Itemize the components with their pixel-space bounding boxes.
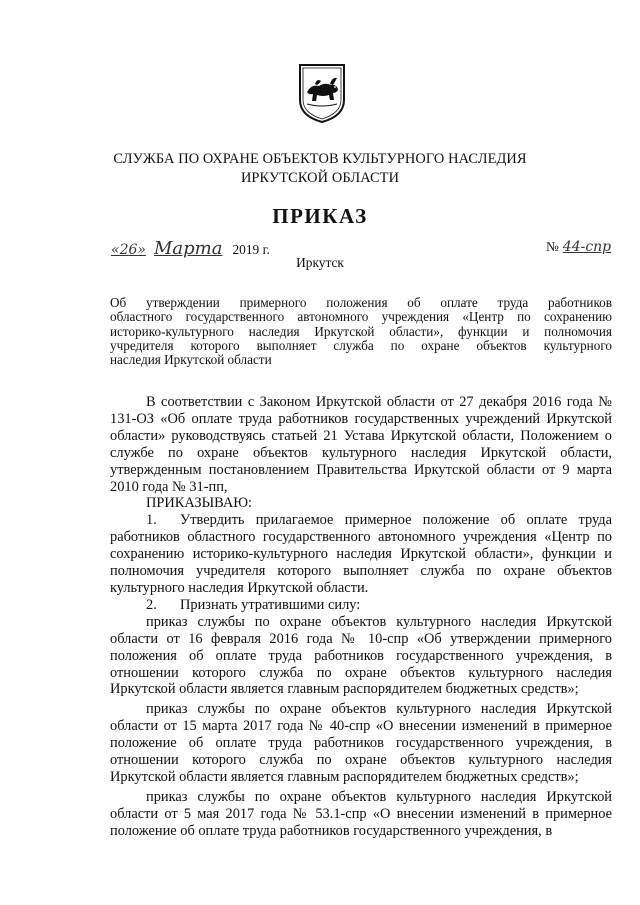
item-text: Признать утратившими силу: (180, 596, 361, 613)
date-day: «26» (111, 242, 146, 258)
repealed-order-1: приказ службы по охране объектов культурного наследия Иркутской области от 16 февраля 2016 года № 10-спр «Об утверждении примерного положения об оплате труда работников государственного учреждения, в отношении которого служба по охране объектов культурного наследия Иркутской области является главным распорядителем бюджетных средств»; (110, 613, 612, 698)
subject-line: наследия Иркутской области (110, 352, 272, 368)
order-item-2 (110, 597, 612, 614)
subject-line: историко-культурного наследия Иркутской области», функции и полномочия (110, 323, 612, 339)
coat-of-arms-icon (297, 62, 347, 124)
item-number: 2. (146, 596, 157, 613)
item-number: 1. (146, 512, 157, 529)
order-number (546, 238, 611, 256)
order-word: ПРИКАЗЫВАЮ: (146, 495, 253, 512)
order-subject (110, 296, 612, 367)
agency-name-line-2: ИРКУТСКОЙ ОБЛАСТИ (240, 170, 400, 186)
number-prefix: № (546, 239, 559, 254)
order-body (110, 394, 612, 840)
repealed-order-2: приказ службы по охране объектов культурного наследия Иркутской области от 15 марта 2017 года № 40-спр «О внесении изменений в примерное положение об оплате труда работников государственного учреждения, в отношении которого служба по охране объектов культурного наследия Иркутской области является главным распорядителем бюджетных средств»; (110, 701, 612, 785)
date-year: 2019 г. (232, 242, 270, 257)
number-value: 44-спр (562, 239, 612, 255)
repealed-order-3: приказ службы по охране объектов культурного наследия Иркутской области от 5 мая 2017 года № 53.1-спр «О внесении изменений в примерное положение об оплате труда работников государственного учреждения, в (110, 788, 612, 839)
preamble-paragraph: В соответствии с Законом Иркутской области от 27 декабря 2016 года № 131-ОЗ «Об оплате труда работников государственных учреждений Иркутской области» руководствуясь статьей 21 Устава Иркутской области, Положением о службе по охране объектов культурного наследия Иркутской области, утвержденным постановлением Правительства Иркутской области от 9 марта 2010 года № 31-пп, (110, 394, 612, 495)
city: Иркутск (296, 255, 344, 270)
subject-line: учредителя которого выполняет служба по охране объектов культурного (110, 337, 612, 353)
item-text: Утвердить прилагаемое примерное положение об оплате труда работников областного государственного автономного учреждения «Центр по сохранению историко-культурного наследия Иркутской области», функции и полномочия учредителя которого выполняет служба по охране объектов культурного наследия Иркутской области. (110, 512, 612, 596)
subject-line: Об утверждении примерного положения об оплате труда работников (110, 295, 612, 310)
date-month: Марта (153, 238, 223, 259)
document-title: ПРИКАЗ (272, 204, 368, 228)
agency-name-line-1: СЛУЖБА ПО ОХРАНЕ ОБЪЕКТОВ КУЛЬТУРНОГО НАСЛЕДИЯ (113, 151, 527, 167)
subject-line: областного государственного автономного учреждения «Центр по сохранению (110, 309, 612, 325)
order-item-1 (110, 512, 612, 597)
